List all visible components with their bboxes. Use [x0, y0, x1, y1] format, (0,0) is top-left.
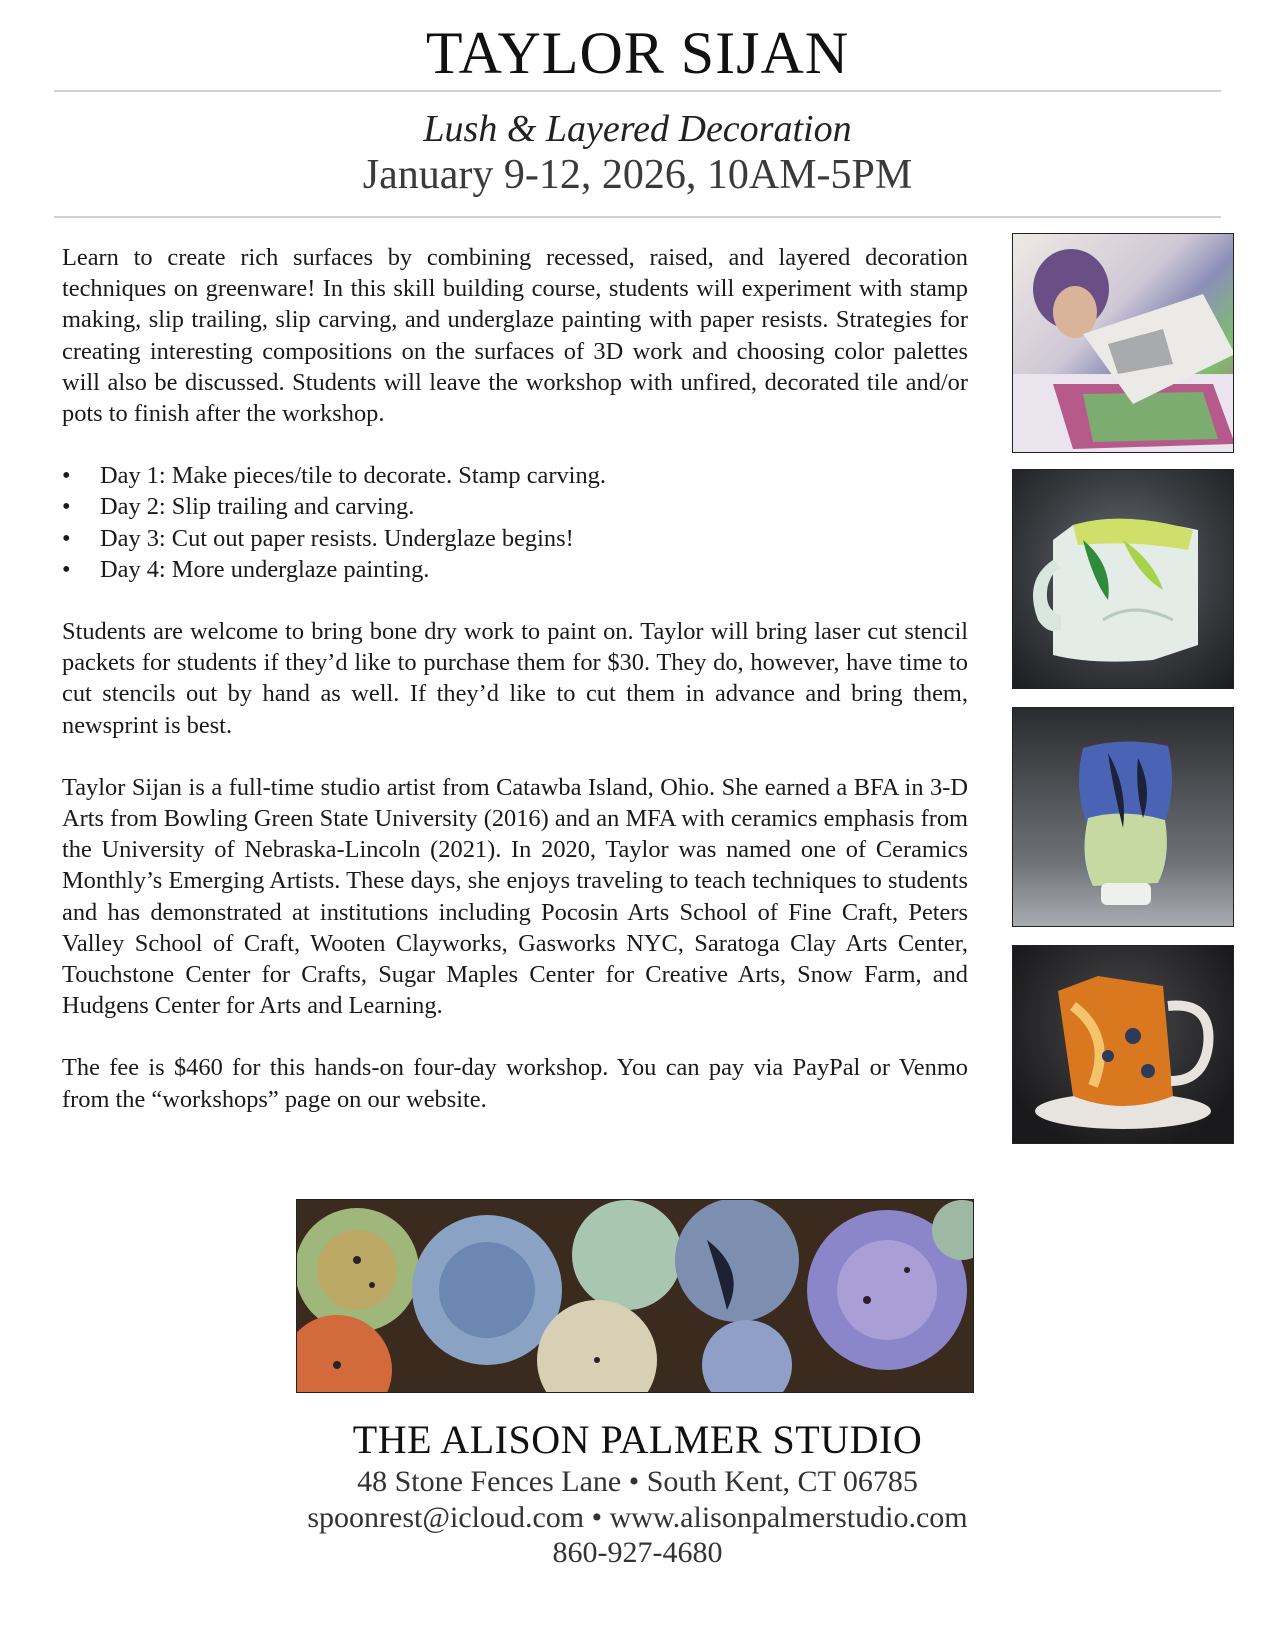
studio-phone: 860-927-4680: [552, 1536, 723, 1569]
bullet: •: [62, 524, 71, 552]
studio-contact: spoonrest@icloud.com • www.alisonpalmerstudio.com: [307, 1501, 968, 1534]
tumbler-photo: [1012, 707, 1234, 927]
list-item: [62, 460, 968, 491]
day-4-text: Day 4: More underglaze painting.: [100, 555, 430, 583]
day-2-text: Day 2: Slip trailing and carving.: [100, 493, 415, 521]
fee-paragraph: The fee is $460 for this hands-on four-day workshop. You can pay via PayPal or Venmo from the “workshops” page on our website.: [62, 1054, 968, 1113]
page-title: TAYLOR SIJAN: [425, 20, 850, 86]
day-3-text: Day 3: Cut out paper resists. Underglaze begins!: [100, 524, 574, 552]
list-item: [62, 491, 968, 522]
workshop-description: [62, 242, 968, 1115]
header-divider-bottom: [54, 216, 1221, 218]
studio-address: 48 Stone Fences Lane • South Kent, CT 06785: [357, 1465, 918, 1498]
workshop-subtitle: Lush & Layered Decoration: [423, 108, 852, 150]
supplies-paragraph: Students are welcome to bring bone dry work to paint on. Taylor will bring laser cut stencil packets for students if they’d like to purchase them for $30. They do, however, have time to cut stencils out by hand as well. If they’d like to cut them in advance and bring them, newsprint is best.: [62, 618, 968, 739]
artist-photo: [1012, 233, 1234, 453]
mug-photo: [1012, 469, 1234, 689]
list-item: [62, 554, 968, 585]
bio-paragraph: Taylor Sijan is a full-time studio artist from Catawba Island, Ohio. She earned a BFA in 3-D Arts from Bowling Green State University (2016) and an MFA with ceramics emphasis from the University of Nebraska-Lincoln (2021). In 2020, Taylor was named one of Ceramics Monthly’s Emerging Artists. These days, she enjoys traveling to teach techniques to students and has demonstrated at institutions including Pocosin Arts School of Fine Craft, Peters Valley School of Craft, Wooten Clayworks, Gasworks NYC, Saratoga Clay Arts Center, Touchstone Center for Crafts, Sugar Maples Center for Creative Arts, Snow Farm, and Hudgens Center for Arts and Learning.: [62, 773, 968, 1020]
studio-name: THE ALISON PALMER STUDIO: [352, 1417, 923, 1462]
list-item: [62, 523, 968, 554]
plates-banner-photo: [296, 1199, 974, 1393]
pitcher-photo: [1012, 945, 1234, 1144]
bullet: •: [62, 462, 71, 490]
bullet: •: [62, 493, 71, 521]
bullet: •: [62, 555, 71, 583]
day-schedule-list: [62, 460, 968, 585]
header-divider: [54, 90, 1221, 92]
workshop-dates: January 9-12, 2026, 10AM-5PM: [362, 152, 913, 198]
intro-paragraph: Learn to create rich surfaces by combining recessed, raised, and layered decoration techniques on greenware! In this skill building course, students will experiment with stamp making, slip trailing, slip carving, and underglaze painting with paper resists. Strategies for creating interesting compositions on the surfaces of 3D work and choosing color palettes will also be discussed. Students will leave the workshop with unfired, decorated tile and/or pots to finish after the workshop.: [62, 244, 968, 428]
day-1-text: Day 1: Make pieces/tile to decorate. Stamp carving.: [100, 462, 606, 490]
